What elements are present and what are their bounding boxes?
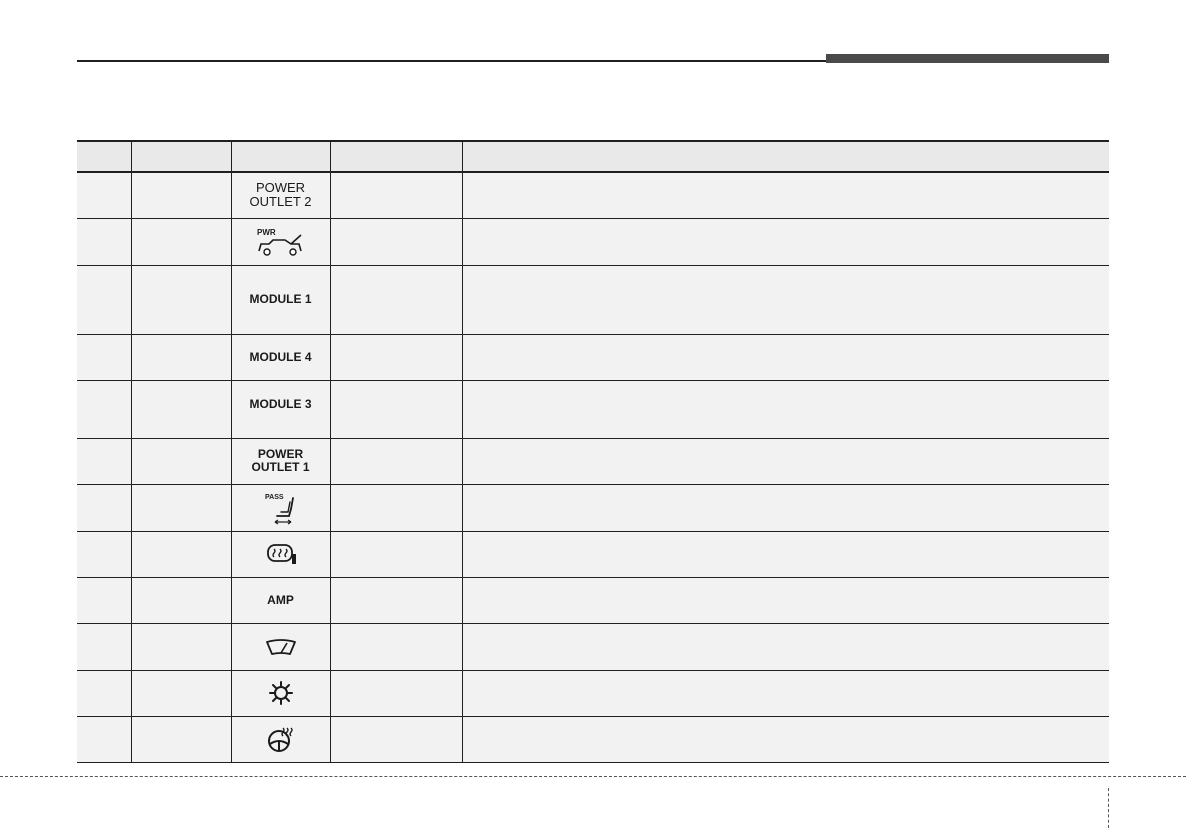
table-row: [77, 380, 1109, 438]
table-row: [77, 218, 1109, 265]
symbol-text: MODULE 1: [249, 292, 312, 306]
air-conditioner-icon: [267, 679, 295, 707]
passenger-power-seat-icon: [261, 490, 301, 526]
symbol-cell: [232, 490, 330, 526]
table-row: [77, 265, 1109, 334]
table-row: [77, 670, 1109, 716]
heated-mirror-icon: [261, 540, 301, 568]
symbol-text: OUTLET 2: [249, 194, 312, 210]
symbol-text: OUTLET 1: [251, 460, 310, 474]
table-row: [77, 484, 1109, 531]
page-trim-tick: [1108, 788, 1109, 828]
symbol-cell: [232, 351, 330, 364]
page-trim-line: [0, 776, 1186, 777]
column-header: [231, 141, 330, 172]
table-row: [77, 334, 1109, 380]
symbol-cell: [232, 398, 330, 411]
table-header-row: [77, 141, 1109, 172]
column-header: [131, 141, 231, 172]
heated-steering-wheel-icon: [265, 724, 297, 754]
symbol-cell: [232, 540, 330, 568]
symbol-text: MODULE 3: [249, 396, 312, 411]
column-header: [77, 141, 131, 172]
table-row: [77, 623, 1109, 670]
symbol-text: POWER: [255, 180, 306, 196]
power-liftgate-icon: [251, 225, 311, 259]
column-header: [462, 141, 1109, 172]
table-row: [77, 172, 1109, 218]
wiper-icon: [261, 635, 301, 659]
icon-label: PASS: [264, 493, 284, 501]
table-row: [77, 438, 1109, 484]
symbol-cell: [232, 225, 330, 259]
table-row: [77, 531, 1109, 577]
table-row: [77, 716, 1109, 762]
header-bar: [826, 54, 1109, 63]
symbol-cell: [232, 293, 330, 306]
symbol-text: POWER: [257, 447, 304, 461]
column-header: [330, 141, 462, 172]
symbol-text: AMP: [267, 592, 294, 607]
icon-label: PWR: [256, 227, 276, 237]
symbol-cell: [232, 181, 330, 209]
fuse-table: [77, 140, 1109, 763]
symbol-cell: [232, 635, 330, 659]
symbol-text: MODULE 4: [249, 349, 312, 364]
symbol-cell: [232, 679, 330, 707]
symbol-cell: [232, 594, 330, 607]
table-row: [77, 577, 1109, 623]
header-rule: [77, 60, 827, 62]
symbol-cell: [232, 448, 330, 474]
symbol-cell: [232, 724, 330, 754]
